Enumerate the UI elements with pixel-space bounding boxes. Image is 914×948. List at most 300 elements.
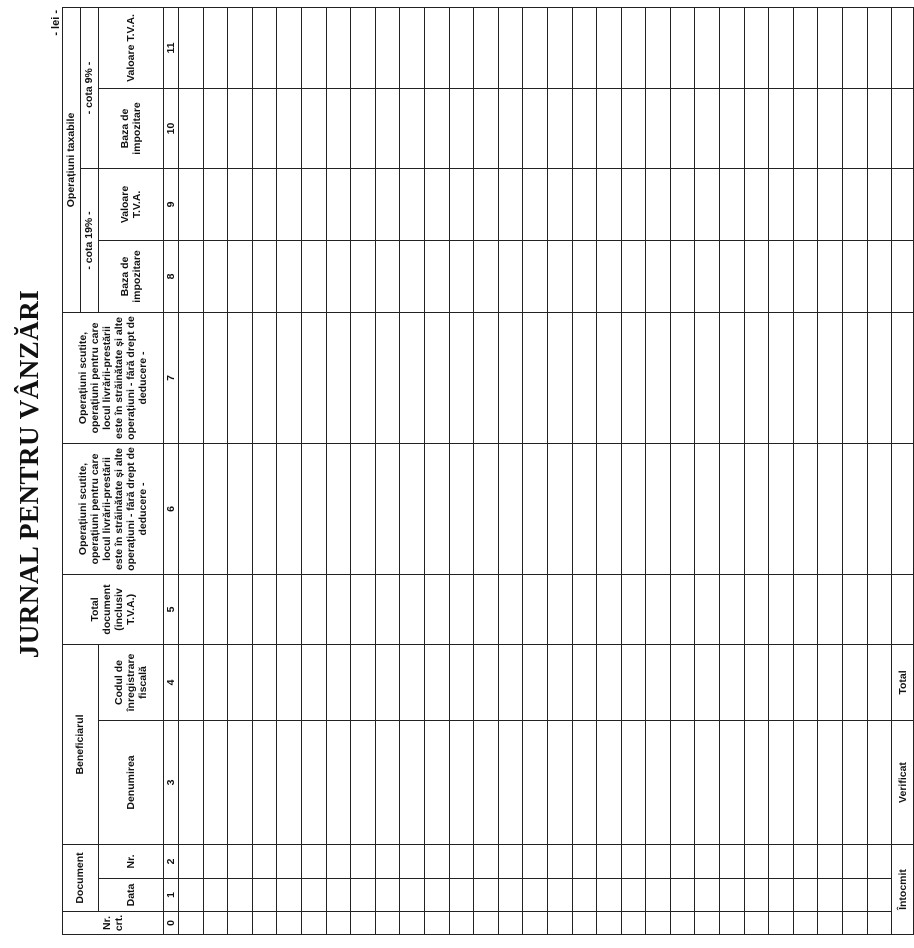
table-cell [375, 312, 400, 443]
table-row [572, 7, 597, 934]
table-cell [375, 721, 400, 845]
table-cell [424, 240, 449, 312]
table-cell [400, 721, 425, 845]
footer-cell [892, 312, 914, 443]
table-cell [179, 574, 204, 644]
table-row [449, 7, 474, 934]
table-cell [228, 644, 253, 720]
table-cell [720, 912, 745, 935]
table-cell [228, 912, 253, 935]
table-cell [572, 312, 597, 443]
table-cell [449, 879, 474, 912]
table-cell [375, 879, 400, 912]
table-cell [424, 574, 449, 644]
table-cell [793, 721, 818, 845]
table-cell [449, 7, 474, 88]
table-cell [720, 644, 745, 720]
table-cell [474, 644, 499, 720]
table-cell [843, 574, 868, 644]
table-cell [793, 912, 818, 935]
table-row [843, 7, 868, 934]
table-cell [326, 443, 351, 574]
table-cell [474, 312, 499, 443]
table-cell [572, 721, 597, 845]
table-cell [695, 312, 720, 443]
table-cell [203, 879, 228, 912]
table-cell [867, 312, 892, 443]
footer-verificat: Verificat [892, 721, 914, 845]
footer-intocmit: Întocmit [892, 845, 914, 935]
table-cell [375, 240, 400, 312]
table-cell [597, 88, 622, 168]
table-cell [547, 168, 572, 240]
header-valoare-tva-19: Valoare T.V.A. [99, 168, 164, 240]
table-cell [400, 312, 425, 443]
column-number: 0 [164, 912, 179, 935]
column-number: 5 [164, 574, 179, 644]
table-row [720, 7, 745, 934]
table-cell [646, 240, 671, 312]
footer-cell [892, 574, 914, 644]
table-cell [400, 912, 425, 935]
table-cell [277, 240, 302, 312]
table-cell [474, 912, 499, 935]
table-cell [301, 879, 326, 912]
table-cell [498, 443, 523, 574]
table-cell [744, 88, 769, 168]
table-cell [351, 721, 376, 845]
table-cell [670, 443, 695, 574]
table-cell [621, 845, 646, 879]
table-cell [449, 845, 474, 879]
table-cell [547, 443, 572, 574]
table-cell [572, 845, 597, 879]
table-cell [375, 168, 400, 240]
table-cell [326, 312, 351, 443]
table-cell [351, 240, 376, 312]
header-document: Document [63, 845, 99, 912]
table-cell [498, 845, 523, 879]
table-row [277, 7, 302, 934]
header-cota-9: - cota 9% - [81, 7, 99, 168]
table-cell [670, 312, 695, 443]
header-baza-impozitare-19: Baza de impozitare [99, 240, 164, 312]
table-cell [818, 240, 843, 312]
table-cell [375, 912, 400, 935]
table-cell [695, 168, 720, 240]
column-number: 9 [164, 168, 179, 240]
table-row [695, 7, 720, 934]
table-cell [523, 644, 548, 720]
table-cell [597, 721, 622, 845]
header-cota-19: - cota 19% - [81, 168, 99, 312]
column-number: 11 [164, 7, 179, 88]
table-cell [867, 721, 892, 845]
table-cell [818, 312, 843, 443]
table-cell [424, 644, 449, 720]
table-row [867, 7, 892, 934]
table-cell [670, 644, 695, 720]
table-cell [277, 168, 302, 240]
table-cell [252, 845, 277, 879]
table-cell [228, 879, 253, 912]
table-cell [400, 879, 425, 912]
table-cell [695, 721, 720, 845]
table-cell [449, 721, 474, 845]
table-cell [843, 240, 868, 312]
table-cell [695, 644, 720, 720]
table-cell [252, 879, 277, 912]
table-cell [720, 240, 745, 312]
table-cell [449, 644, 474, 720]
table-cell [252, 912, 277, 935]
table-cell [818, 912, 843, 935]
table-cell [597, 312, 622, 443]
table-row [424, 7, 449, 934]
table-row [547, 7, 572, 934]
header-document-data: Data [99, 879, 164, 912]
footer-cell [892, 88, 914, 168]
table-cell [179, 240, 204, 312]
table-cell [375, 644, 400, 720]
table-cell [793, 88, 818, 168]
table-cell [449, 312, 474, 443]
table-row [744, 7, 769, 934]
table-cell [424, 912, 449, 935]
table-cell [523, 574, 548, 644]
table-cell [769, 721, 794, 845]
table-cell [277, 7, 302, 88]
table-cell [351, 845, 376, 879]
table-cell [572, 443, 597, 574]
table-cell [424, 845, 449, 879]
table-cell [769, 912, 794, 935]
table-cell [179, 879, 204, 912]
table-cell [301, 88, 326, 168]
table-cell [449, 240, 474, 312]
table-cell [301, 312, 326, 443]
header-beneficiarul: Beneficiarul [63, 644, 99, 844]
table-cell [818, 721, 843, 845]
table-cell [818, 88, 843, 168]
table-cell [277, 312, 302, 443]
column-number: 4 [164, 644, 179, 720]
table-cell [695, 88, 720, 168]
table-cell [744, 879, 769, 912]
table-cell [351, 644, 376, 720]
table-cell [744, 845, 769, 879]
table-cell [572, 644, 597, 720]
table-cell [597, 879, 622, 912]
table-cell [277, 88, 302, 168]
table-cell [572, 574, 597, 644]
table-cell [695, 574, 720, 644]
table-cell [400, 240, 425, 312]
table-cell [769, 7, 794, 88]
footer-cell [892, 240, 914, 312]
table-cell [793, 845, 818, 879]
table-cell [843, 644, 868, 720]
table-cell [572, 912, 597, 935]
table-cell [400, 644, 425, 720]
table-cell [523, 88, 548, 168]
table-cell [179, 88, 204, 168]
table-cell [695, 879, 720, 912]
table-cell [670, 7, 695, 88]
table-cell [720, 7, 745, 88]
table-row [498, 7, 523, 934]
table-cell [351, 574, 376, 644]
table-cell [646, 845, 671, 879]
table-cell [597, 574, 622, 644]
table-cell [769, 644, 794, 720]
table-cell [498, 168, 523, 240]
table-cell [867, 443, 892, 574]
table-cell [326, 721, 351, 845]
table-cell [572, 879, 597, 912]
table-cell [769, 845, 794, 879]
table-cell [867, 574, 892, 644]
table-cell [252, 7, 277, 88]
table-cell [523, 312, 548, 443]
table-cell [179, 443, 204, 574]
table-cell [621, 443, 646, 574]
table-row [203, 7, 228, 934]
table-cell [351, 312, 376, 443]
header-valoare-tva-9: Valoare T.V.A. [99, 7, 164, 88]
table-cell [424, 312, 449, 443]
table-cell [547, 845, 572, 879]
table-cell [277, 721, 302, 845]
table-cell [228, 240, 253, 312]
table-cell [793, 574, 818, 644]
table-cell [547, 721, 572, 845]
table-cell [621, 574, 646, 644]
table-cell [744, 644, 769, 720]
table-cell [769, 240, 794, 312]
table-cell [695, 912, 720, 935]
sales-journal-table [62, 7, 914, 935]
table-row [326, 7, 351, 934]
table-cell [179, 845, 204, 879]
column-number: 7 [164, 312, 179, 443]
table-cell [203, 644, 228, 720]
table-row [252, 7, 277, 934]
table-cell [670, 879, 695, 912]
column-number: 3 [164, 721, 179, 845]
table-cell [301, 574, 326, 644]
table-cell [424, 7, 449, 88]
table-cell [375, 443, 400, 574]
table-cell [793, 644, 818, 720]
table-cell [646, 879, 671, 912]
table-cell [326, 240, 351, 312]
table-cell [326, 879, 351, 912]
table-cell [572, 88, 597, 168]
table-cell [351, 168, 376, 240]
footer-row [892, 7, 914, 934]
table-cell [621, 721, 646, 845]
table-cell [744, 240, 769, 312]
table-cell [449, 88, 474, 168]
table-cell [498, 721, 523, 845]
table-cell [818, 7, 843, 88]
header-operatiuni-scutite-1: Operațiuni scutite, operațiuni pentru care locul livrării-prestării este în străinătate și alte operațiuni - fără drept de deducere - [63, 443, 164, 574]
table-cell [720, 879, 745, 912]
table-cell [400, 845, 425, 879]
table-cell [793, 879, 818, 912]
table-row [228, 7, 253, 934]
table-cell [203, 912, 228, 935]
table-cell [597, 7, 622, 88]
table-cell [818, 574, 843, 644]
table-cell [793, 7, 818, 88]
table-cell [523, 879, 548, 912]
table-cell [720, 721, 745, 845]
table-cell [277, 443, 302, 574]
header-nr-crt: Nr. crt. [63, 912, 164, 935]
table-cell [547, 912, 572, 935]
table-cell [843, 721, 868, 845]
table-row [474, 7, 499, 934]
table-cell [277, 912, 302, 935]
table-cell [621, 644, 646, 720]
table-cell [523, 240, 548, 312]
table-cell [867, 912, 892, 935]
table-cell [670, 168, 695, 240]
table-cell [793, 312, 818, 443]
table-cell [252, 574, 277, 644]
column-number: 10 [164, 88, 179, 168]
table-cell [646, 312, 671, 443]
table-cell [326, 88, 351, 168]
table-cell [523, 168, 548, 240]
table-cell [867, 879, 892, 912]
table-cell [301, 845, 326, 879]
table-cell [498, 240, 523, 312]
table-cell [301, 721, 326, 845]
table-cell [646, 168, 671, 240]
table-cell [326, 7, 351, 88]
table-cell [572, 240, 597, 312]
table-cell [474, 88, 499, 168]
table-cell [252, 312, 277, 443]
table-cell [720, 312, 745, 443]
table-cell [547, 88, 572, 168]
table-cell [474, 240, 499, 312]
table-cell [498, 644, 523, 720]
column-number-row [164, 7, 179, 934]
table-cell [400, 574, 425, 644]
table-cell [301, 168, 326, 240]
table-cell [179, 912, 204, 935]
table-cell [744, 912, 769, 935]
table-cell [498, 879, 523, 912]
column-number: 2 [164, 845, 179, 879]
table-cell [744, 7, 769, 88]
table-cell [179, 312, 204, 443]
table-cell [597, 240, 622, 312]
footer-cell [892, 443, 914, 574]
table-cell [547, 644, 572, 720]
table-cell [597, 845, 622, 879]
table-row [301, 7, 326, 934]
table-cell [474, 7, 499, 88]
table-cell [769, 168, 794, 240]
table-cell [277, 845, 302, 879]
table-cell [843, 312, 868, 443]
header-denumirea: Denumirea [99, 721, 164, 845]
table-cell [670, 912, 695, 935]
table-cell [228, 721, 253, 845]
table-cell [646, 443, 671, 574]
table-cell [695, 845, 720, 879]
table-row [818, 7, 843, 934]
table-cell [572, 168, 597, 240]
table-cell [474, 574, 499, 644]
table-cell [474, 845, 499, 879]
header-operatiuni-taxabile: Operațiuni taxabile [63, 7, 81, 312]
table-cell [547, 7, 572, 88]
table-cell [326, 574, 351, 644]
table-cell [621, 312, 646, 443]
table-cell [179, 644, 204, 720]
table-cell [695, 443, 720, 574]
page-title: JURNAL PENTRU VÂNZĂRI [14, 289, 44, 659]
header-baza-impozitare-9: Baza de impozitare [99, 88, 164, 168]
table-cell [277, 574, 302, 644]
table-cell [424, 168, 449, 240]
table-cell [449, 168, 474, 240]
column-number: 1 [164, 879, 179, 912]
table-cell [252, 644, 277, 720]
table-cell [695, 7, 720, 88]
table-cell [203, 88, 228, 168]
table-cell [179, 7, 204, 88]
table-row [621, 7, 646, 934]
table-cell [867, 845, 892, 879]
header-document-nr: Nr. [99, 845, 164, 879]
header-operatiuni-scutite-2: Operațiuni scutite, operațiuni pentru care locul livrării-prestării este în străinătate și alte operațiuni - fără drept de deducere - [63, 312, 164, 443]
table-cell [449, 574, 474, 644]
table-cell [252, 240, 277, 312]
table-cell [179, 721, 204, 845]
table-cell [670, 721, 695, 845]
table-cell [474, 443, 499, 574]
table-cell [301, 912, 326, 935]
table-cell [867, 240, 892, 312]
table-cell [498, 7, 523, 88]
table-cell [843, 88, 868, 168]
table-cell [301, 7, 326, 88]
table-cell [400, 7, 425, 88]
table-cell [498, 912, 523, 935]
table-cell [326, 845, 351, 879]
table-cell [793, 240, 818, 312]
table-row [523, 7, 548, 934]
footer-cell [892, 7, 914, 88]
table-cell [301, 443, 326, 574]
table-cell [351, 912, 376, 935]
table-cell [203, 312, 228, 443]
table-cell [301, 644, 326, 720]
table-cell [375, 88, 400, 168]
table-cell [523, 912, 548, 935]
table-cell [474, 168, 499, 240]
table-cell [326, 912, 351, 935]
table-cell [843, 845, 868, 879]
table-cell [474, 721, 499, 845]
